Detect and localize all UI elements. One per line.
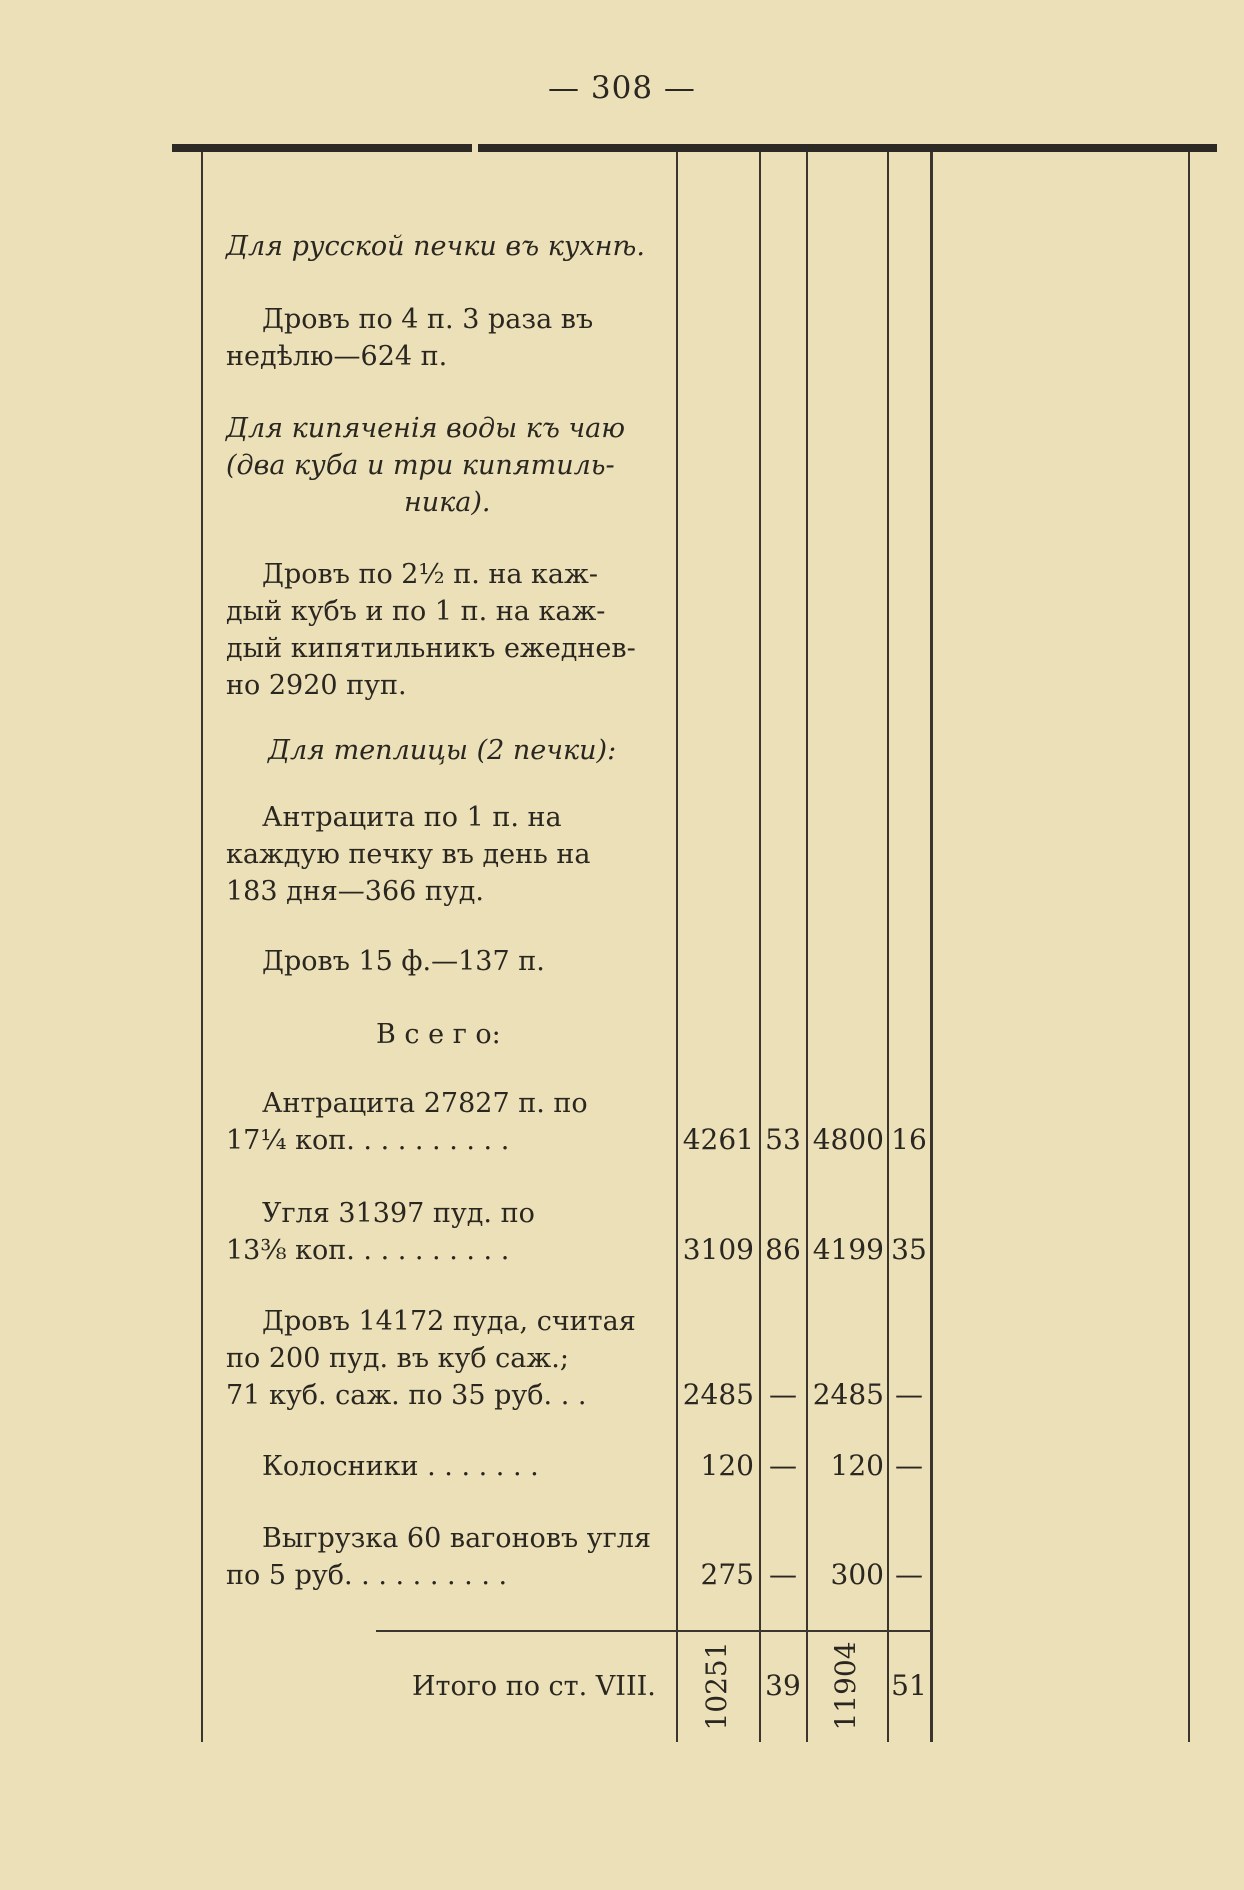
rub-value: 120 — [700, 1449, 754, 1482]
top-double-rule — [172, 144, 1217, 152]
row-text: Антрацита 27827 п. по — [262, 1088, 588, 1119]
section-heading-kitchen: Для русской печки въ кухнѣ. — [226, 231, 645, 262]
row-text: Колосники . . . . . . . — [262, 1451, 539, 1482]
total-heading: В с е г о: — [376, 1019, 501, 1050]
entry-line: Дровъ по 2½ п. на каж- — [262, 559, 598, 590]
rub-value: 4800 — [812, 1123, 884, 1156]
entry-line: каждую печку въ день на — [226, 839, 591, 870]
row-text: Угля 31397 пуд. по — [262, 1198, 535, 1229]
entry-line: дый кипятильникъ ежеднев- — [226, 633, 636, 664]
entry-line: 183 дня—366 пуд. — [226, 876, 484, 907]
row-text: 71 куб. саж. по 35 руб. . . — [226, 1380, 587, 1411]
entry-line: но 2920 пуп. — [226, 670, 407, 701]
section-heading-greenhouse: Для теплицы (2 печки): — [268, 735, 617, 766]
entry-line: дый кубъ и по 1 п. на каж- — [226, 596, 606, 627]
entry-line: недѣлю—624 п. — [226, 341, 448, 372]
rub-value: 4199 — [812, 1233, 884, 1266]
rub-value: 275 — [700, 1558, 754, 1591]
total-kop1: 39 — [765, 1669, 801, 1702]
entry-line: Дровъ по 4 п. 3 раза въ — [262, 304, 594, 335]
kop-value: 53 — [765, 1123, 801, 1156]
bleed-through-shadow — [940, 210, 1200, 1710]
section-heading-tea-water: ника). — [404, 487, 491, 518]
total-kop2: 51 — [891, 1669, 927, 1702]
rub-value: 2485 — [682, 1378, 754, 1411]
column-rule-left — [201, 152, 203, 1742]
kop-value: — — [769, 1449, 797, 1482]
column-rule-rub1 — [676, 152, 678, 1742]
kop-value: — — [895, 1558, 923, 1591]
rub-value: 4261 — [682, 1123, 754, 1156]
column-rule-kop2 — [887, 152, 889, 1742]
kop-value: — — [769, 1558, 797, 1591]
row-text: 13⅜ коп. . . . . . . . . . — [226, 1235, 510, 1266]
kop-value: 86 — [765, 1233, 801, 1266]
row-text: по 200 пуд. въ куб саж.; — [226, 1343, 569, 1374]
row-text: по 5 руб. . . . . . . . . . — [226, 1560, 508, 1591]
column-rule-rub2 — [806, 152, 808, 1742]
total-rub1: 10251 — [700, 1641, 733, 1731]
section-heading-tea-water: (два куба и три кипятиль- — [226, 450, 615, 481]
entry-line: Антрацита по 1 п. на — [262, 802, 562, 833]
rub-value: 2485 — [812, 1378, 884, 1411]
rub-value: 3109 — [682, 1233, 754, 1266]
entry-line: Дровъ 15 ф.—137 п. — [262, 946, 545, 977]
row-text: Дровъ 14172 пуда, считая — [262, 1306, 636, 1337]
kop-value: 16 — [891, 1123, 927, 1156]
total-rub2: 11904 — [829, 1641, 862, 1731]
kop-value: — — [769, 1378, 797, 1411]
column-rule-right — [930, 152, 933, 1742]
kop-value: — — [895, 1378, 923, 1411]
section-heading-tea-water: Для кипяченія воды къ чаю — [226, 413, 626, 444]
row-text: Выгрузка 60 вагоновъ угля — [262, 1523, 651, 1554]
row-text: 17¼ коп. . . . . . . . . . — [226, 1125, 510, 1156]
kop-value: — — [895, 1449, 923, 1482]
page-number: — 308 — — [548, 70, 696, 106]
kop-value: 35 — [891, 1233, 927, 1266]
total-label: Итого по ст. VIII. — [412, 1671, 656, 1702]
rub-value: 300 — [830, 1558, 884, 1591]
rub-value: 120 — [830, 1449, 884, 1482]
column-rule-kop1 — [759, 152, 761, 1742]
